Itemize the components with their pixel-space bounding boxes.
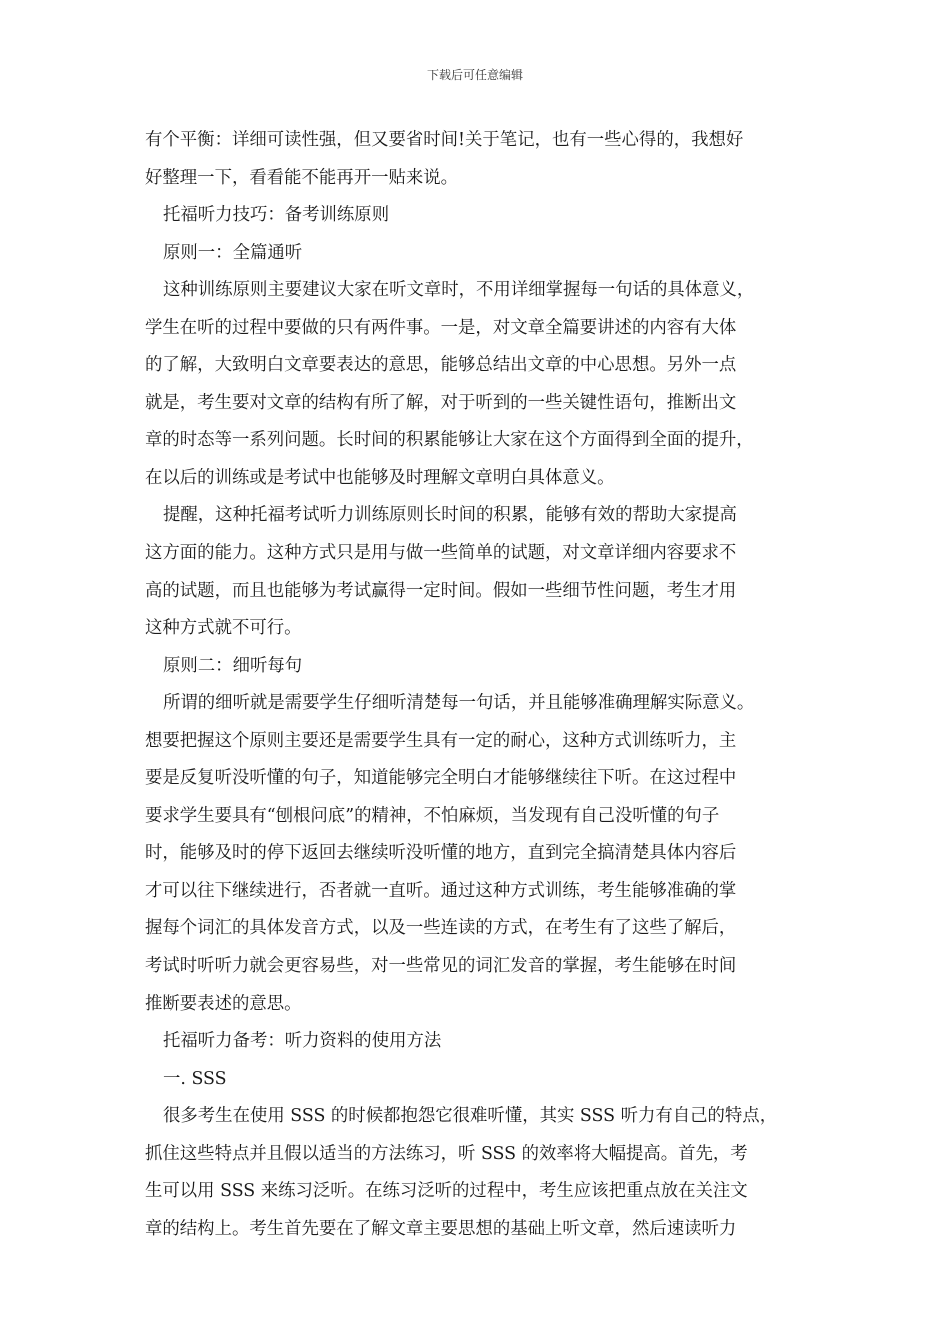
text-line: 高的试题，而且也能够为考试赢得一定时间。假如一些细节性问题，考生才用 bbox=[145, 580, 737, 601]
text-line: 这种方式就不可行。 bbox=[145, 618, 302, 639]
text-line: 章的时态等一系列问题。长时间的积累能够让大家在这个方面得到全面的提升， bbox=[145, 430, 754, 451]
text-line: 考试时听听力就会更容易些，对一些常见的词汇发音的掌握，考生能够在时间 bbox=[145, 956, 737, 977]
text-line: 原则二：细听每句 bbox=[163, 655, 303, 676]
text-line: 学生在听的过程中要做的只有两件事。一是，对文章全篇要讲述的内容有大体 bbox=[145, 317, 737, 338]
text-line: 握每个词汇的具体发音方式，以及一些连读的方式，在考生有了这些了解后， bbox=[145, 918, 737, 939]
text-line: 想要把握这个原则主要还是需要学生具有一定的耐心，这种方式训练听力，主 bbox=[145, 730, 737, 751]
text-line: 要是反复听没听懂的句子，知道能够完全明白才能够继续往下听。在这过程中 bbox=[145, 768, 737, 789]
text-line: 就是，考生要对文章的结构有所了解，对于听到的一些关键性语句，推断出文 bbox=[145, 392, 737, 413]
text-line: 在以后的训练或是考试中也能够及时理解文章明白具体意义。 bbox=[145, 467, 615, 488]
text-line: 要求学生要具有“刨根问底”的精神，不怕麻烦，当发现有自己没听懂的句子 bbox=[145, 805, 720, 826]
text-line: 抓住这些特点并且假以适当的方法练习，听 SSS 的效率将大幅提高。首先，考 bbox=[145, 1143, 748, 1164]
text-line: 章的结构上。考生首先要在了解文章主要思想的基础上听文章，然后速读听力 bbox=[145, 1218, 737, 1239]
text-line: 有个平衡：详细可读性强，但又要省时间!关于笔记，也有一些心得的，我想好 bbox=[145, 130, 744, 150]
text-line: 很多考生在使用 SSS 的时候都抱怨它很难听懂，其实 SSS 听力有自己的特点， bbox=[163, 1106, 778, 1127]
text-line: 原则一：全篇通听 bbox=[163, 242, 303, 263]
text-line: 这种训练原则主要建议大家在听文章时，不用详细掌握每一句话的具体意义， bbox=[163, 280, 755, 301]
document-body bbox=[145, 122, 815, 1248]
text-line: 托福听力备考：听力资料的使用方法 bbox=[163, 1031, 442, 1052]
text-line: 所谓的细听就是需要学生仔细听清楚每一句话，并且能够准确理解实际意义。 bbox=[163, 693, 755, 714]
text-line: 才可以往下继续进行，否者就一直听。通过这种方式训练，考生能够准确的掌 bbox=[145, 880, 737, 901]
text-line: 这方面的能力。这种方式只是用与做一些简单的试题，对文章详细内容要求不 bbox=[145, 543, 737, 564]
page-header: 下载后可任意编辑 bbox=[426, 68, 523, 82]
text-line: 时，能够及时的停下返回去继续听没听懂的地方，直到完全搞清楚具体内容后 bbox=[145, 843, 737, 864]
text-line: 生可以用 SSS 来练习泛听。在练习泛听的过程中，考生应该把重点放在关注文 bbox=[145, 1181, 748, 1202]
text-line: 好整理一下，看看能不能再开一贴来说。 bbox=[145, 167, 459, 188]
text-line: 推断要表述的意思。 bbox=[145, 993, 302, 1014]
text-line: 提醒，这种托福考试听力训练原则长时间的积累，能够有效的帮助大家提高 bbox=[163, 505, 737, 526]
text-line: 一. SSS bbox=[163, 1068, 227, 1089]
text-line: 的了解，大致明白文章要表达的意思，能够总结出文章的中心思想。另外一点 bbox=[145, 355, 737, 376]
text-line: 托福听力技巧：备考训练原则 bbox=[163, 205, 390, 226]
